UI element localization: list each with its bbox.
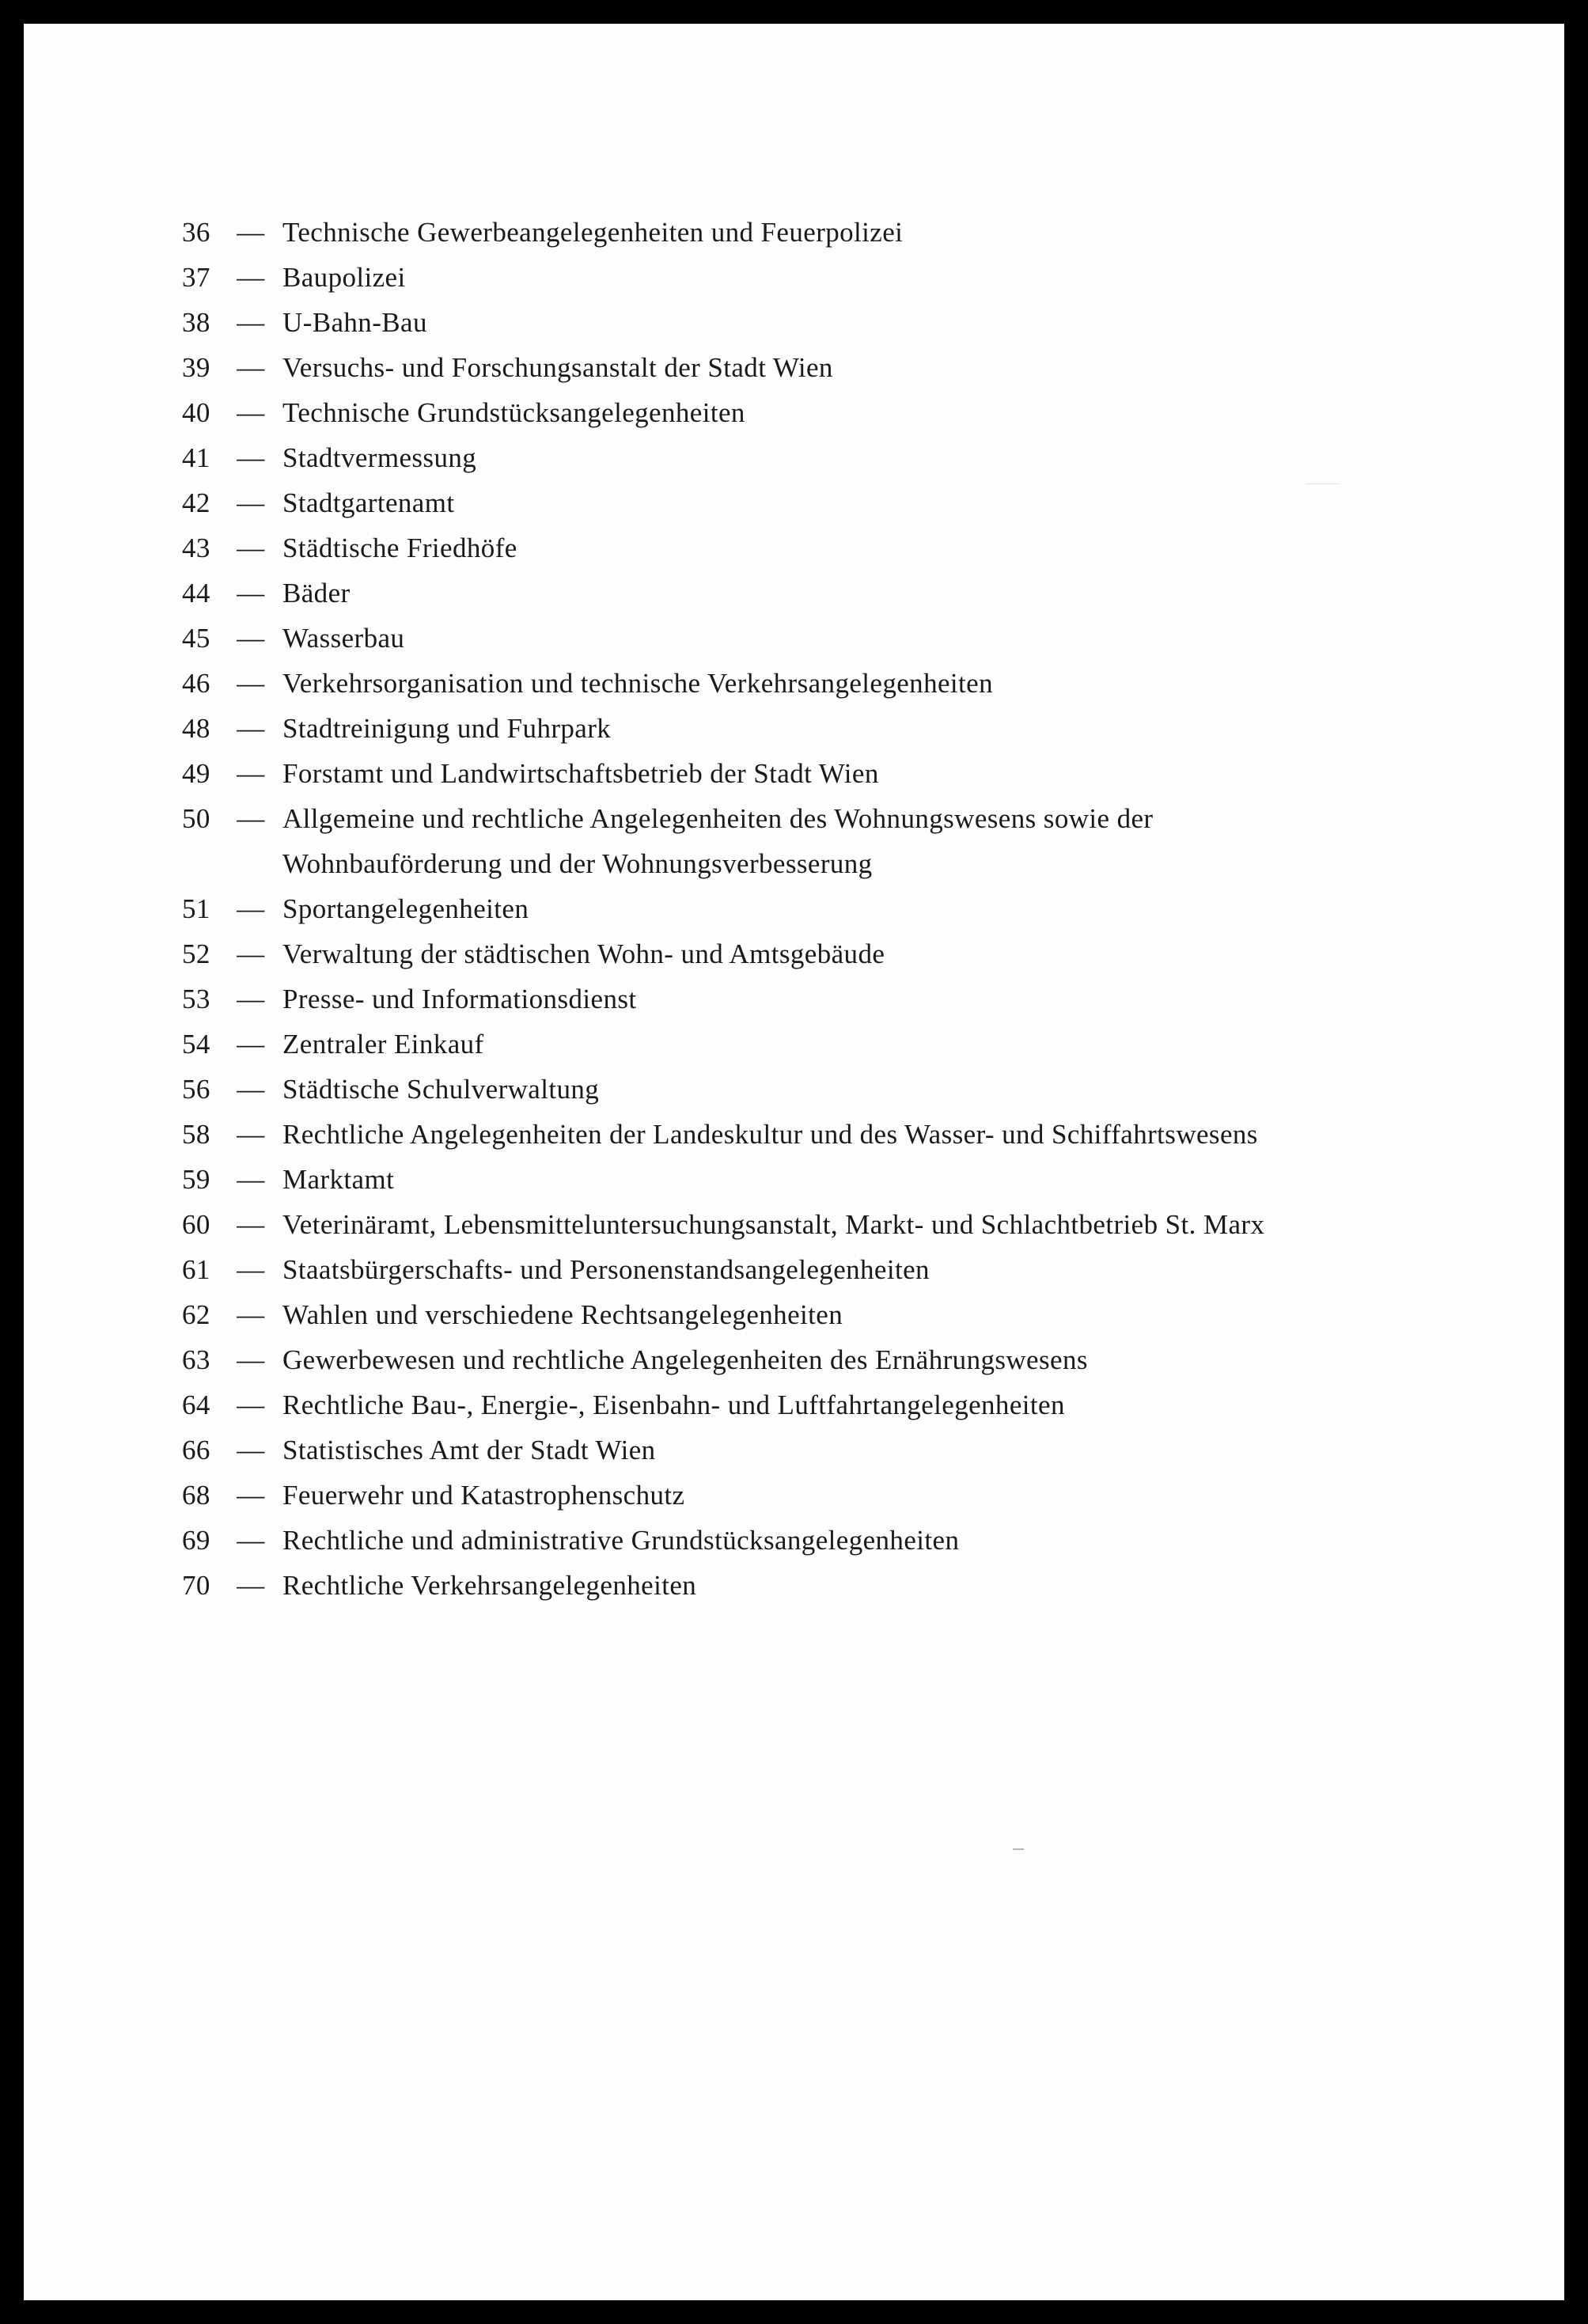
separator-dash: — <box>237 758 265 789</box>
department-number: 39 <box>182 352 210 383</box>
separator-dash: — <box>237 668 265 699</box>
department-name <box>282 1382 1065 1427</box>
department-name-line: Wohnbauförderung und der Wohnungsverbesserung <box>282 848 873 879</box>
department-name <box>282 1067 599 1112</box>
separator-dash: — <box>237 217 265 248</box>
list-item <box>182 1473 1264 1518</box>
department-name-line: Städtische Schulverwaltung <box>282 1074 600 1105</box>
department-number: 43 <box>182 533 210 563</box>
separator-dash: — <box>237 1029 265 1060</box>
department-name <box>282 706 611 751</box>
department-name <box>282 210 903 255</box>
department-number: 50 <box>182 803 210 834</box>
department-name <box>282 616 404 661</box>
department-name <box>282 571 351 616</box>
department-name <box>282 300 427 345</box>
department-name-line: Wasserbau <box>282 623 405 654</box>
separator-dash: — <box>237 1389 265 1420</box>
separator-dash: — <box>237 1570 265 1601</box>
department-number: 45 <box>182 623 210 654</box>
list-item <box>182 1427 1264 1473</box>
department-name <box>282 345 833 390</box>
separator-dash: — <box>237 533 265 563</box>
department-name <box>282 1292 843 1337</box>
department-name-line: Rechtliche Angelegenheiten der Landeskultur und des Wasser- und Schiffahrtswesens <box>282 1119 1258 1150</box>
department-name <box>282 1473 684 1518</box>
separator-dash: — <box>237 1119 265 1150</box>
department-name <box>282 1518 959 1563</box>
list-item <box>182 345 1264 390</box>
department-number: 42 <box>182 487 210 518</box>
list-item <box>182 1382 1264 1427</box>
department-name-line: Baupolizei <box>282 262 406 293</box>
list-item <box>182 1157 1264 1202</box>
list-item <box>182 480 1264 525</box>
department-name <box>282 1157 394 1202</box>
department-number: 53 <box>182 984 210 1014</box>
department-name <box>282 1202 1264 1247</box>
department-name-line: Gewerbewesen und rechtliche Angelegenheiten des Ernährungswesens <box>282 1344 1088 1375</box>
department-name-line: Rechtliche Bau-, Energie-, Eisenbahn- und Luftfahrtangelegenheiten <box>282 1389 1065 1420</box>
separator-dash: — <box>237 442 265 473</box>
department-name-line: Stadtgartenamt <box>282 487 455 518</box>
department-name <box>282 796 1154 886</box>
department-number: 46 <box>182 668 210 699</box>
list-item <box>182 1518 1264 1563</box>
separator-dash: — <box>237 487 265 518</box>
department-number: 60 <box>182 1209 210 1240</box>
separator-dash: — <box>237 1254 265 1285</box>
department-name <box>282 751 879 796</box>
list-item <box>182 1202 1264 1247</box>
department-name <box>282 390 745 435</box>
separator-dash: — <box>237 893 265 924</box>
department-name-line: Rechtliche und administrative Grundstücksangelegenheiten <box>282 1525 960 1556</box>
department-name-line: Staatsbürgerschafts- und Personenstandsangelegenheiten <box>282 1254 930 1285</box>
department-name-line: Rechtliche Verkehrsangelegenheiten <box>282 1570 697 1601</box>
department-name <box>282 886 529 931</box>
list-item <box>182 435 1264 480</box>
department-number: 64 <box>182 1389 210 1420</box>
separator-dash: — <box>237 1074 265 1105</box>
list-item <box>182 1022 1264 1067</box>
separator-dash: — <box>237 713 265 744</box>
department-number: 63 <box>182 1344 210 1375</box>
department-number: 38 <box>182 307 210 338</box>
list-item <box>182 210 1264 255</box>
department-name-line: Allgemeine und rechtliche Angelegenheiten des Wohnungswesens sowie der <box>282 803 1154 834</box>
department-number: 69 <box>182 1525 210 1556</box>
list-item <box>182 751 1264 796</box>
separator-dash: — <box>237 352 265 383</box>
department-number: 41 <box>182 442 210 473</box>
department-number: 61 <box>182 1254 210 1285</box>
department-name <box>282 931 885 976</box>
list-item <box>182 616 1264 661</box>
department-name <box>282 480 454 525</box>
separator-dash: — <box>237 578 265 608</box>
list-item <box>182 571 1264 616</box>
list-item <box>182 1337 1264 1382</box>
list-item <box>182 976 1264 1022</box>
list-item <box>182 796 1264 886</box>
department-number: 59 <box>182 1164 210 1195</box>
department-number: 51 <box>182 893 210 924</box>
department-name-line: Wahlen und verschiedene Rechtsangelegenheiten <box>282 1299 843 1330</box>
separator-dash: — <box>237 984 265 1014</box>
department-name-line: Presse- und Informationsdienst <box>282 984 637 1014</box>
department-number: 36 <box>182 217 210 248</box>
department-name <box>282 1563 696 1608</box>
department-number: 40 <box>182 397 210 428</box>
department-number: 37 <box>182 262 210 293</box>
list-item <box>182 931 1264 976</box>
department-name-line: Marktamt <box>282 1164 395 1195</box>
department-name <box>282 1247 930 1292</box>
department-number: 52 <box>182 938 210 969</box>
separator-dash: — <box>237 397 265 428</box>
department-name-line: Verwaltung der städtischen Wohn- und Amtsgebäude <box>282 938 885 969</box>
department-name <box>282 1427 656 1473</box>
department-name-line: Stadtreinigung und Fuhrpark <box>282 713 612 744</box>
department-name-line: Forstamt und Landwirtschaftsbetrieb der Stadt Wien <box>282 758 879 789</box>
department-name-line: Versuchs- und Forschungsanstalt der Stadt Wien <box>282 352 833 383</box>
department-number: 66 <box>182 1435 210 1465</box>
department-name-line: Technische Gewerbeangelegenheiten und Feuerpolizei <box>282 217 904 248</box>
department-name-line: Verkehrsorganisation und technische Verkehrsangelegenheiten <box>282 668 993 699</box>
department-name-line: Veterinäramt, Lebensmitteluntersuchungsanstalt, Markt- und Schlachtbetrieb St. Marx <box>282 1209 1265 1240</box>
list-item <box>182 300 1264 345</box>
list-item <box>182 255 1264 300</box>
list-item <box>182 525 1264 571</box>
department-number: 44 <box>182 578 210 608</box>
department-name-line: U-Bahn-Bau <box>282 307 427 338</box>
separator-dash: — <box>237 938 265 969</box>
document-page <box>24 24 1564 2300</box>
separator-dash: — <box>237 623 265 654</box>
list-item <box>182 1563 1264 1608</box>
list-item <box>182 1247 1264 1292</box>
department-number: 54 <box>182 1029 210 1060</box>
department-name-line: Bäder <box>282 578 351 608</box>
department-name-line: Städtische Friedhöfe <box>282 533 517 563</box>
list-item <box>182 706 1264 751</box>
department-number: 58 <box>182 1119 210 1150</box>
separator-dash: — <box>237 1209 265 1240</box>
department-name <box>282 1337 1088 1382</box>
department-list <box>182 210 1264 1608</box>
separator-dash: — <box>237 1480 265 1511</box>
department-name <box>282 1112 1258 1157</box>
list-item <box>182 1112 1264 1157</box>
list-item <box>182 390 1264 435</box>
paper-speck <box>1306 483 1339 484</box>
department-number: 56 <box>182 1074 210 1105</box>
list-item <box>182 886 1264 931</box>
separator-dash: — <box>237 803 265 834</box>
department-number: 49 <box>182 758 210 789</box>
list-item <box>182 661 1264 706</box>
separator-dash: — <box>237 262 265 293</box>
department-number: 70 <box>182 1570 210 1601</box>
department-name <box>282 435 476 480</box>
department-name <box>282 1022 484 1067</box>
department-number: 48 <box>182 713 210 744</box>
separator-dash: — <box>237 307 265 338</box>
department-name-line: Sportangelegenheiten <box>282 893 529 924</box>
separator-dash: — <box>237 1344 265 1375</box>
separator-dash: — <box>237 1525 265 1556</box>
department-name-line: Technische Grundstücksangelegenheiten <box>282 397 745 428</box>
separator-dash: — <box>237 1299 265 1330</box>
separator-dash: — <box>237 1164 265 1195</box>
department-name <box>282 661 993 706</box>
list-item <box>182 1067 1264 1112</box>
separator-dash: — <box>237 1435 265 1465</box>
department-name <box>282 976 636 1022</box>
department-name-line: Stadtvermessung <box>282 442 477 473</box>
department-name-line: Feuerwehr und Katastrophenschutz <box>282 1480 685 1511</box>
department-number: 68 <box>182 1480 210 1511</box>
department-name <box>282 255 406 300</box>
department-name-line: Statistisches Amt der Stadt Wien <box>282 1435 656 1465</box>
list-item <box>182 1292 1264 1337</box>
department-number: 62 <box>182 1299 210 1330</box>
department-name <box>282 525 517 571</box>
paper-speck <box>1013 1848 1024 1850</box>
department-name-line: Zentraler Einkauf <box>282 1029 484 1060</box>
